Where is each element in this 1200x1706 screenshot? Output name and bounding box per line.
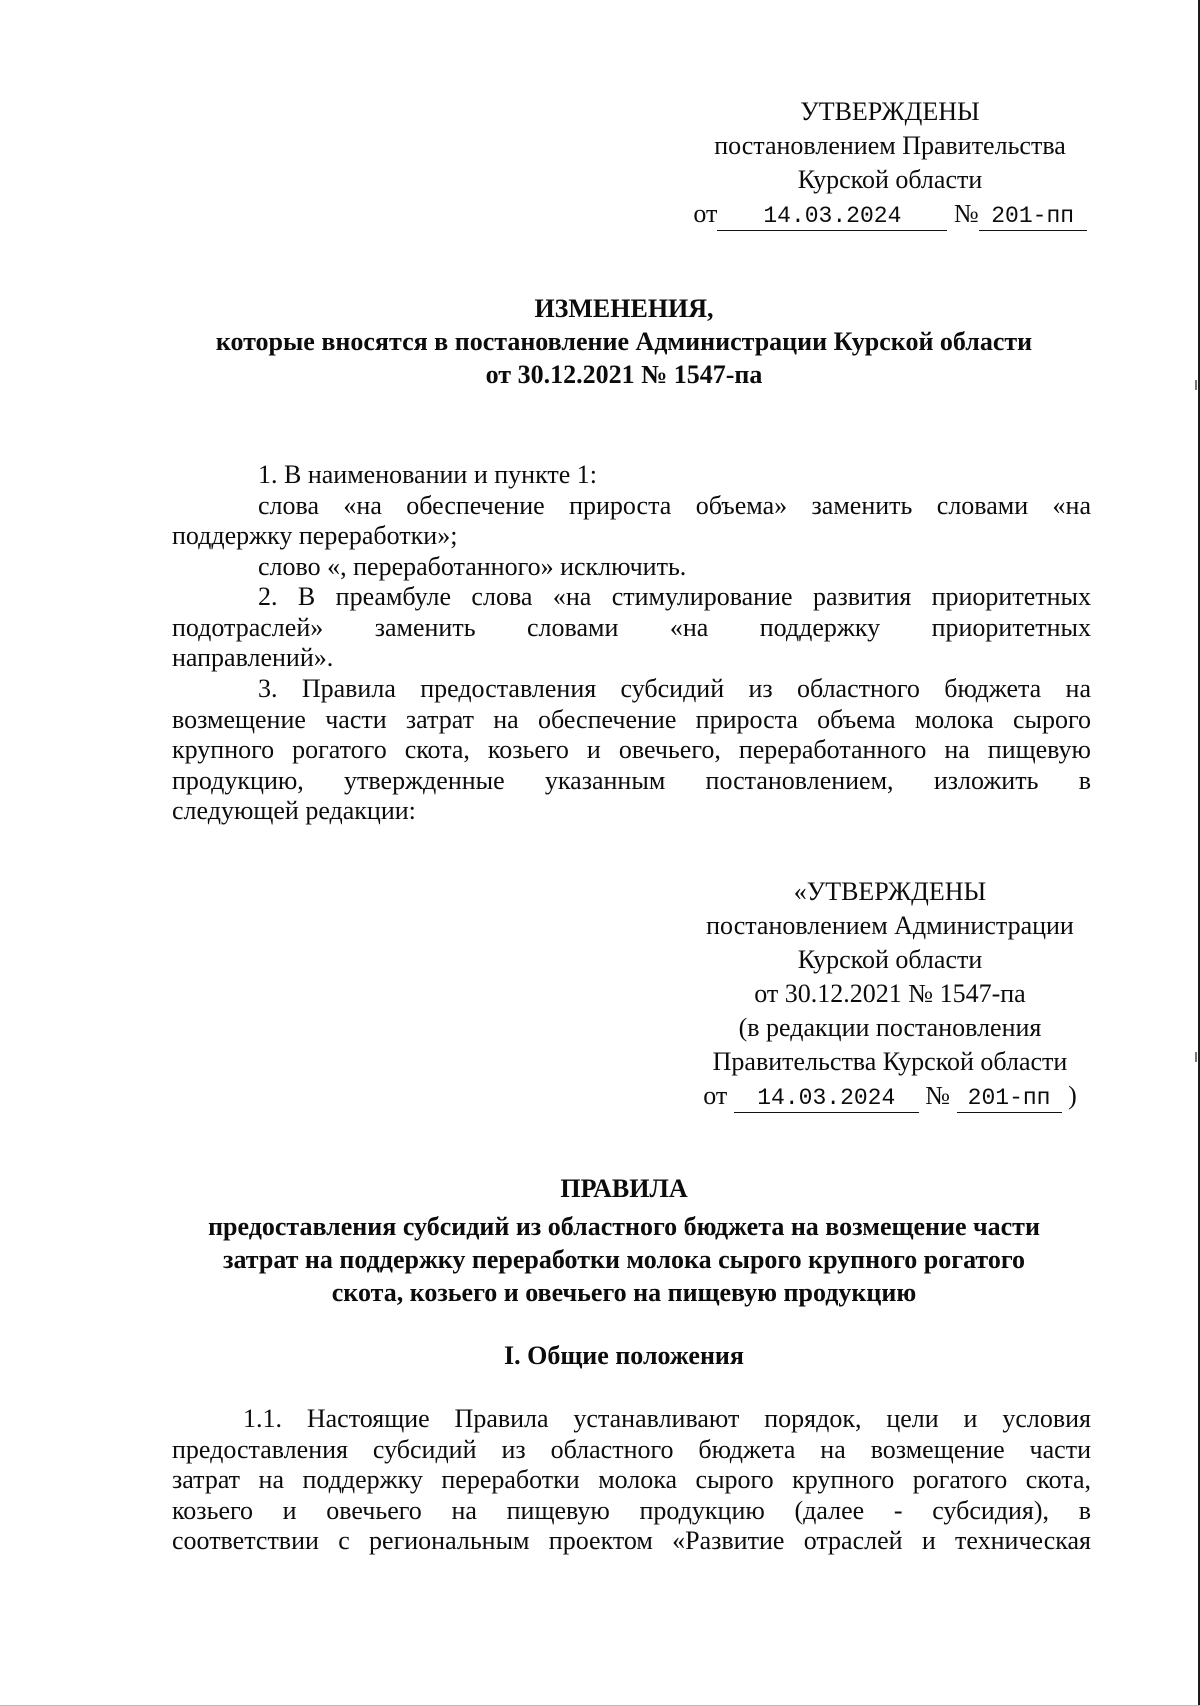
approval-title: «УТВЕРЖДЕНЫ xyxy=(793,877,987,906)
number-prefix: № xyxy=(953,199,979,228)
body-line: 2. В преамбуле слова «на стимулирование развития приоритетных xyxy=(258,582,1091,611)
approval-date-line xyxy=(680,1079,1100,1113)
body-line: продукцию, утвержденные указанным постановлением, изложить в xyxy=(172,766,1091,795)
body-line: 1.1. Настоящие Правила устанавливают порядок, цели и условия xyxy=(243,1404,1091,1433)
approval-line: постановлением Правительства xyxy=(714,131,1066,160)
body-line: предоставления субсидий из областного бюджета на возмещение части xyxy=(172,1435,1091,1464)
approval-line: Курской области xyxy=(797,165,983,194)
approval-block-quoted xyxy=(680,875,1100,1113)
closing-paren: ) xyxy=(1068,1081,1077,1110)
rules-title: ПРАВИЛА xyxy=(560,1174,688,1203)
approval-line: от 30.12.2021 № 1547-па xyxy=(754,979,1026,1008)
body-line: поддержку переработки»; xyxy=(172,521,458,550)
body-line: направлений». xyxy=(172,643,334,672)
body-line: слово «, переработанного» исключить. xyxy=(258,552,687,581)
approval-date: 14.03.2024 xyxy=(717,204,947,231)
approval-line: постановлением Администрации xyxy=(706,911,1074,940)
changes-subtitle: от 30.12.2021 № 1547-па xyxy=(485,360,763,389)
body-line: следующей редакции: xyxy=(172,796,416,825)
scan-mark xyxy=(1195,380,1197,390)
body-line: подотраслей» заменить словами «на поддержку приоритетных xyxy=(172,613,1091,642)
body-line: крупного рогатого скота, козьего и овечьего, переработанного на пищевую xyxy=(172,735,1091,764)
date-prefix: от xyxy=(693,199,718,228)
body-line: соответствии с региональным проектом «Развитие отраслей и техническая xyxy=(172,1526,1091,1555)
approval-title: УТВЕРЖДЕНЫ xyxy=(800,97,980,126)
section-heading xyxy=(160,1339,1088,1372)
body-line: 1. В наименовании и пункте 1: xyxy=(258,460,597,489)
approval-date: 14.03.2024 xyxy=(734,1086,919,1113)
body-line: козьего и овечьего на пищевую продукцию (далее - субсидия), в xyxy=(172,1496,1091,1525)
section-title: I. Общие положения xyxy=(504,1341,744,1370)
approval-number: 201-пп xyxy=(979,204,1087,231)
approval-date-line xyxy=(680,197,1100,231)
changes-title: ИЗМЕНЕНИЯ, xyxy=(534,294,714,323)
approval-line: Правительства Курской области xyxy=(712,1047,1068,1076)
body-line: слова «на обеспечение прироста объема» заменить словами «на xyxy=(258,491,1091,520)
approval-line: Курской области xyxy=(797,945,983,974)
rules-subtitle: затрат на поддержку переработки молока сырого крупного рогатого xyxy=(223,1245,1025,1274)
rules-heading xyxy=(160,1172,1088,1309)
scan-mark xyxy=(1195,1052,1197,1062)
body-line: 3. Правила предоставления субсидий из областного бюджета на xyxy=(258,674,1091,703)
approval-block-top xyxy=(680,95,1100,231)
approval-number: 201-пп xyxy=(957,1086,1062,1113)
body-line: затрат на поддержку переработки молока сырого крупного рогатого скота, xyxy=(172,1465,1091,1494)
number-prefix: № xyxy=(925,1081,951,1110)
rules-subtitle: предоставления субсидий из областного бюджета на возмещение части xyxy=(208,1212,1040,1241)
date-prefix: от xyxy=(703,1081,728,1110)
approval-line: (в редакции постановления xyxy=(738,1013,1042,1042)
rules-subtitle: скота, козьего и овечьего на пищевую продукцию xyxy=(331,1278,917,1307)
changes-subtitle: которые вносятся в постановление Администрации Курской области xyxy=(215,327,1033,356)
changes-heading xyxy=(160,292,1088,391)
body-line: возмещение части затрат на обеспечение прироста объема молока сырого xyxy=(172,705,1091,734)
